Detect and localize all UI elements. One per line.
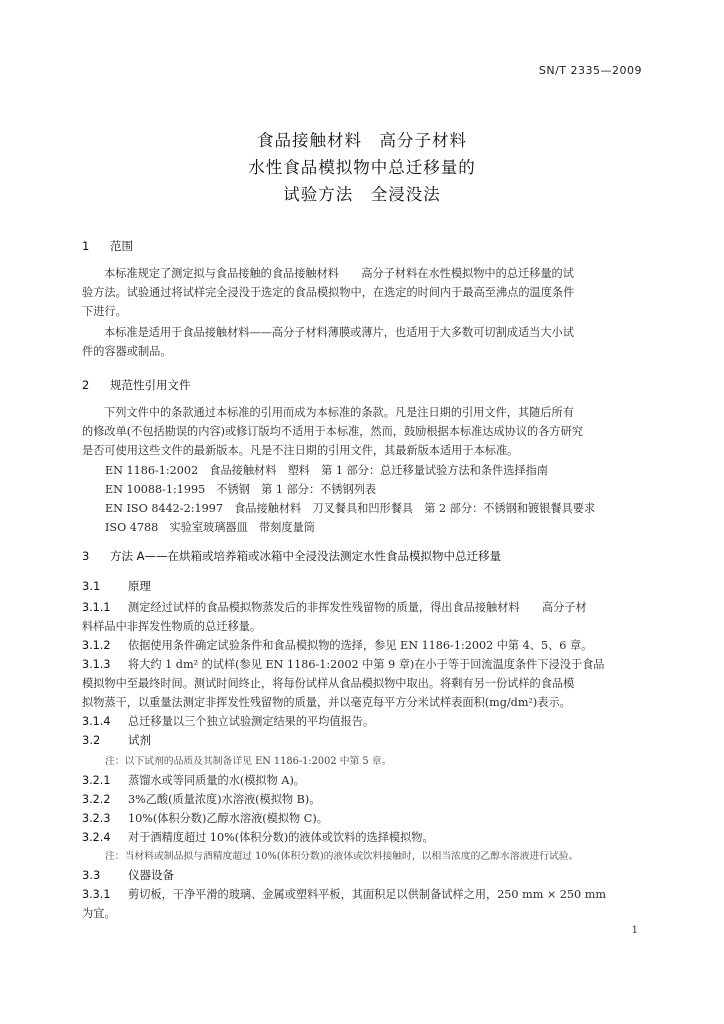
title-line-2: 水性食品模拟物中总迁移量的 — [248, 158, 476, 177]
note: 注：以下试剂的品质及其制备详见 EN 1186-1:2002 中第 5 章。 — [105, 756, 392, 767]
item-text: 10%(体积分数)乙醇水溶液(模拟物 C)。 — [128, 812, 328, 825]
item-text: 依据使用条件确定试验条件和食品模拟物的选择，参见 EN 1186-1:2002 中第 4、5、6 章。 — [128, 639, 593, 652]
item-3-1-3-cont: 拟物蒸干，以重量法测定非挥发性残留物的质量，并以毫克每平方分米试样表面积(mg/dm²)表示。 — [82, 696, 571, 709]
item-3-2-4 — [82, 829, 642, 845]
section-1-heading — [82, 238, 133, 254]
item-3-1-3 — [82, 656, 642, 672]
text-line: 验方法。试验通过将试样完全浸没于选定的食品模拟物中，在选定的时间内于最高至沸点的温度条件 — [82, 286, 575, 299]
item-number: 3.2.1 — [82, 774, 111, 787]
item-text: 总迁移量以三个独立试验测定结果的平均值报告。 — [128, 715, 375, 728]
section-2-heading — [82, 377, 191, 393]
section-title: 方法 A——在烘箱或培养箱或冰箱中全浸没法测定水性食品模拟物中总迁移量 — [110, 549, 502, 563]
item-3-2-2 — [82, 791, 642, 807]
item-number: 3.1.2 — [82, 639, 111, 652]
item-3-2-1 — [82, 772, 642, 788]
page-number: 1 — [631, 925, 638, 936]
item-3-1-2 — [82, 637, 642, 653]
text-line: 件的容器或制品。 — [82, 345, 172, 358]
reference-item: EN 1186-1:2002 食品接触材料 塑料 第 1 部分：总迁移量试验方法和条件选择指南 — [105, 464, 548, 477]
item-3-1-1-cont: 料样品中非挥发性物质的总迁移量。 — [82, 620, 262, 633]
document-code: SN/T 2335—2009 — [538, 64, 642, 77]
subsection-title: 试剂 — [128, 733, 151, 747]
item-3-3-1 — [82, 886, 642, 902]
text-line: 下进行。 — [82, 305, 127, 318]
reference-item: EN 10088-1:1995 不锈钢 第 1 部分：不锈钢列表 — [105, 483, 377, 496]
subsection-number: 3.1 — [82, 579, 101, 593]
item-text: 测定经过试样的食品模拟物蒸发后的非挥发性残留物的质量，得出食品接触材料 高分子材 — [128, 601, 587, 614]
item-text: 3%乙酸(质量浓度)水溶液(模拟物 B)。 — [128, 793, 321, 806]
subsection-3-1-heading — [82, 578, 151, 594]
title-line-3: 试验方法 全浸没法 — [283, 185, 441, 204]
reference-item: EN ISO 8442-2:1997 食品接触材料 刀叉餐具和凹形餐具 第 2 部分：不锈钢和镀银餐具要求 — [105, 502, 596, 515]
item-3-2-3 — [82, 810, 642, 826]
item-3-1-3-cont: 模拟物中至最终时间。测试时间终止，将每份试样从食品模拟物中取出。将剩有另一份试样的食品模 — [82, 677, 575, 690]
item-text: 对于酒精度超过 10%(体积分数)的液体或饮料的选择模拟物。 — [128, 831, 434, 844]
item-number: 3.1.1 — [82, 601, 111, 614]
title-line-1: 食品接触材料 高分子材料 — [257, 131, 467, 150]
subsection-title: 原理 — [128, 579, 151, 593]
section-number: 3 — [82, 549, 90, 563]
item-number: 3.1.3 — [82, 658, 111, 671]
section-number: 2 — [82, 378, 90, 392]
section-title: 范围 — [110, 239, 133, 253]
item-3-1-4 — [82, 713, 642, 729]
item-3-1-1 — [82, 599, 642, 615]
section-1-paragraph-2 — [82, 323, 642, 361]
text-line: 下列文件中的条款通过本标准的引用而成为本标准的条款。凡是注日期的引用文件，其随后所有 — [104, 406, 574, 419]
item-number: 3.3.1 — [82, 888, 111, 901]
text-line: 是否可使用这些文件的最新版本。凡是不注日期的引用文件，其最新版本适用于本标准。 — [82, 444, 519, 457]
section-title: 规范性引用文件 — [110, 378, 191, 392]
note: 注：当材料或制品拟与酒精度超过 10%(体积分数)的液体或饮料接触时，以相当浓度的乙醇水溶液进行试验。 — [105, 851, 579, 862]
subsection-number: 3.2 — [82, 733, 101, 747]
section-3-heading — [82, 548, 501, 564]
item-number: 3.1.4 — [82, 715, 111, 728]
item-number: 3.2.3 — [82, 812, 111, 825]
section-number: 1 — [82, 239, 90, 253]
item-text: 将大约 1 dm² 的试样(参见 EN 1186-1:2002 中第 9 章)在小于等于回流温度条件下浸没于食品 — [128, 658, 605, 671]
text-line: 本标准是适用于食品接触材料——高分子材料薄膜或薄片，也适用于大多数可切割成适当大小试 — [104, 326, 574, 339]
item-number: 3.2.2 — [82, 793, 111, 806]
subsection-3-3-heading — [82, 867, 174, 883]
subsection-3-2-heading — [82, 732, 151, 748]
section-2-paragraph — [82, 403, 642, 460]
item-3-3-1-cont: 为宜。 — [82, 907, 116, 920]
section-1-paragraph-1 — [82, 264, 642, 321]
item-number: 3.2.4 — [82, 831, 111, 844]
text-line: 的修改单(不包括勘误的内容)或修订版均不适用于本标准，然而，鼓励根据本标准达成协议的各方研究 — [82, 425, 583, 438]
item-text: 剪切板，干净平滑的玻璃、金属或塑料平板，其面积足以供制备试样之用，250 mm × 250 mm — [128, 888, 606, 901]
text-line: 本标准规定了测定拟与食品接触的食品接触材料 高分子材料在水性模拟物中的总迁移量的试 — [104, 267, 574, 280]
reference-item: ISO 4788 实验室玻璃器皿 带刻度量筒 — [105, 521, 315, 534]
subsection-title: 仪器设备 — [128, 868, 174, 882]
subsection-number: 3.3 — [82, 868, 101, 882]
item-text: 蒸馏水或等同质量的水(模拟物 A)。 — [128, 774, 305, 787]
